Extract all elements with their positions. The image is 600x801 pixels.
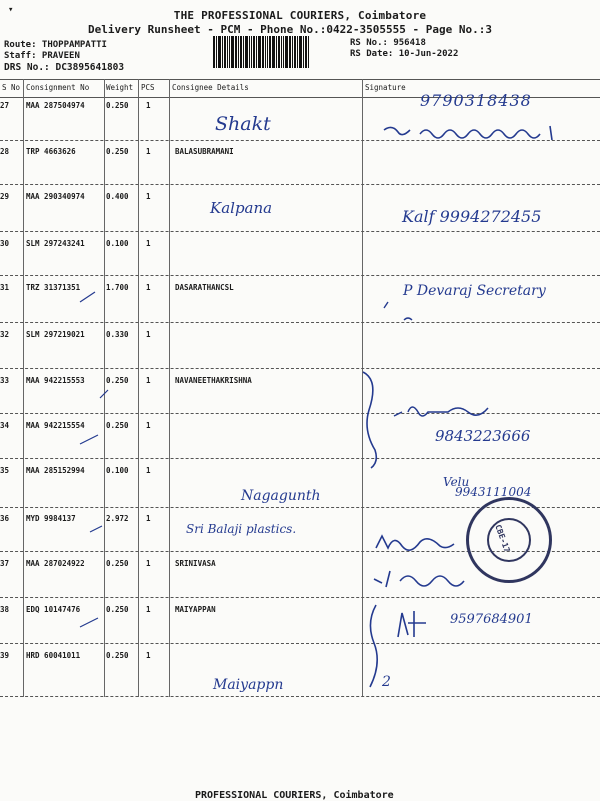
barcode bbox=[213, 36, 333, 68]
scan-mark: ▾ bbox=[8, 5, 14, 15]
col-sno: S No bbox=[2, 83, 21, 92]
handwritten-name: Kalpana bbox=[210, 199, 273, 217]
handwritten-name: Maiyappn bbox=[213, 677, 284, 693]
handwritten-name: Shakt bbox=[215, 113, 271, 135]
row-weight: 0.100 bbox=[106, 239, 129, 248]
handwritten-mark: 2 bbox=[382, 674, 391, 690]
row-weight: 0.250 bbox=[106, 147, 129, 156]
row-consignment: MAA 942215553 bbox=[26, 376, 85, 385]
row-pcs: 1 bbox=[146, 605, 151, 614]
row-weight: 1.700 bbox=[106, 283, 129, 292]
row-consignment: EDQ 10147476 bbox=[26, 605, 81, 614]
row-weight: 2.972 bbox=[106, 514, 129, 523]
row-sno: 30 bbox=[0, 239, 10, 248]
row-consignee: DASARATHANCSL bbox=[175, 283, 234, 292]
row-consignee: MAIYAPPAN bbox=[175, 605, 216, 614]
row-pcs: 1 bbox=[146, 421, 151, 430]
row-pcs: 1 bbox=[146, 559, 151, 568]
row-consignee: NAVANEETHAKRISHNA bbox=[175, 376, 252, 385]
row-consignment: TRP 4663626 bbox=[26, 147, 76, 156]
row-consignment: TRZ 31371351 bbox=[26, 283, 81, 292]
handwritten-phone: 9790318438 bbox=[420, 91, 532, 110]
row-weight: 0.250 bbox=[106, 376, 129, 385]
row-pcs: 1 bbox=[146, 514, 151, 523]
rs-date: RS Date: 10-Jun-2022 bbox=[350, 49, 459, 59]
col-weight: Weight bbox=[106, 83, 134, 92]
handwritten-name: Velu bbox=[443, 475, 470, 489]
row-sno: 34 bbox=[0, 421, 10, 430]
row-consignee: SRINIVASA bbox=[175, 559, 216, 568]
row-consignment: SLM 297243241 bbox=[26, 239, 85, 248]
row-consignment: MAA 942215554 bbox=[26, 421, 85, 430]
row-weight: 0.400 bbox=[106, 192, 129, 201]
drs-number: DRS No.: DC3895641803 bbox=[4, 62, 125, 73]
row-consignment: MAA 285152994 bbox=[26, 466, 85, 475]
row-consignment: HRD 60041011 bbox=[26, 651, 81, 660]
handwritten-name: Sri Balaji plastics. bbox=[186, 522, 297, 536]
stamp-code: CBE-17 bbox=[493, 523, 512, 554]
row-consignment: MAA 287024922 bbox=[26, 559, 85, 568]
row-consignment: MYD 9984137 bbox=[26, 514, 76, 523]
handwritten-signature: P Devaraj Secretary bbox=[403, 283, 546, 299]
row-sno: 31 bbox=[0, 283, 10, 292]
handwritten-mark bbox=[374, 288, 414, 328]
route-label: Route: THOPPAMPATTI bbox=[4, 40, 107, 50]
handwritten-phone: 9943111004 bbox=[455, 485, 532, 499]
row-pcs: 1 bbox=[146, 239, 151, 248]
row-weight: 0.250 bbox=[106, 101, 129, 110]
row-weight: 0.250 bbox=[106, 651, 129, 660]
staff-label: Staff: PRAVEEN bbox=[4, 51, 80, 61]
row-weight: 0.250 bbox=[106, 559, 129, 568]
rs-number: RS No.: 956418 bbox=[350, 38, 426, 48]
row-pcs: 1 bbox=[146, 376, 151, 385]
row-sno: 33 bbox=[0, 376, 10, 385]
row-pcs: 1 bbox=[146, 101, 151, 110]
col-consignment: Consignment No bbox=[26, 83, 90, 92]
row-consignment: SLM 297219021 bbox=[26, 330, 85, 339]
page-title: THE PROFESSIONAL COURIERS, Coimbatore bbox=[173, 9, 427, 22]
footer-header-cutoff: PROFESSIONAL COURIERS, Coimbatore bbox=[195, 790, 394, 801]
handwritten-signature bbox=[370, 565, 480, 591]
row-weight: 0.250 bbox=[106, 421, 129, 430]
handwritten-signature: Kalf 9994272455 bbox=[402, 207, 542, 226]
row-weight: 0.250 bbox=[106, 605, 129, 614]
row-consignment: MAA 287504974 bbox=[26, 101, 85, 110]
col-divider bbox=[138, 79, 139, 697]
row-pcs: 1 bbox=[146, 466, 151, 475]
stamp-center bbox=[487, 518, 531, 562]
row-sno: 32 bbox=[0, 330, 10, 339]
row-sno: 28 bbox=[0, 147, 10, 156]
handwritten-name: Nagagunth bbox=[241, 488, 321, 504]
row-weight: 0.100 bbox=[106, 466, 129, 475]
row-sno: 37 bbox=[0, 559, 10, 568]
row-pcs: 1 bbox=[146, 192, 151, 201]
row-consignment: MAA 290340974 bbox=[26, 192, 85, 201]
delivery-stamp bbox=[466, 497, 552, 583]
row-weight: 0.330 bbox=[106, 330, 129, 339]
handwritten-signature bbox=[392, 607, 432, 641]
row-consignee: BALASUBRAMANI bbox=[175, 147, 234, 156]
row-sno: 29 bbox=[0, 192, 10, 201]
page-subtitle: Delivery Runsheet - PCM - Phone No.:0422-3505555 - Page No.:3 bbox=[88, 23, 492, 36]
row-sno: 27 bbox=[0, 101, 10, 110]
col-divider bbox=[169, 79, 170, 697]
row-sno: 38 bbox=[0, 605, 10, 614]
col-signature: Signature bbox=[365, 83, 406, 92]
row-sno: 36 bbox=[0, 514, 10, 523]
handwritten-signature bbox=[388, 398, 498, 424]
row-sno: 39 bbox=[0, 651, 10, 660]
handwritten-phone: 9843223666 bbox=[435, 427, 531, 445]
col-pcs: PCS bbox=[141, 83, 155, 92]
handwritten-signature bbox=[372, 528, 467, 554]
col-divider bbox=[23, 79, 24, 697]
row-sno: 35 bbox=[0, 466, 10, 475]
row-pcs: 1 bbox=[146, 651, 151, 660]
row-pcs: 1 bbox=[146, 147, 151, 156]
row-pcs: 1 bbox=[146, 283, 151, 292]
col-consignee: Consignee Details bbox=[172, 83, 249, 92]
tick-marks bbox=[40, 100, 110, 710]
handwritten-phone: 9597684901 bbox=[450, 612, 533, 627]
row-pcs: 1 bbox=[146, 330, 151, 339]
handwritten-bracket bbox=[359, 370, 389, 470]
handwritten-signature bbox=[380, 122, 560, 144]
